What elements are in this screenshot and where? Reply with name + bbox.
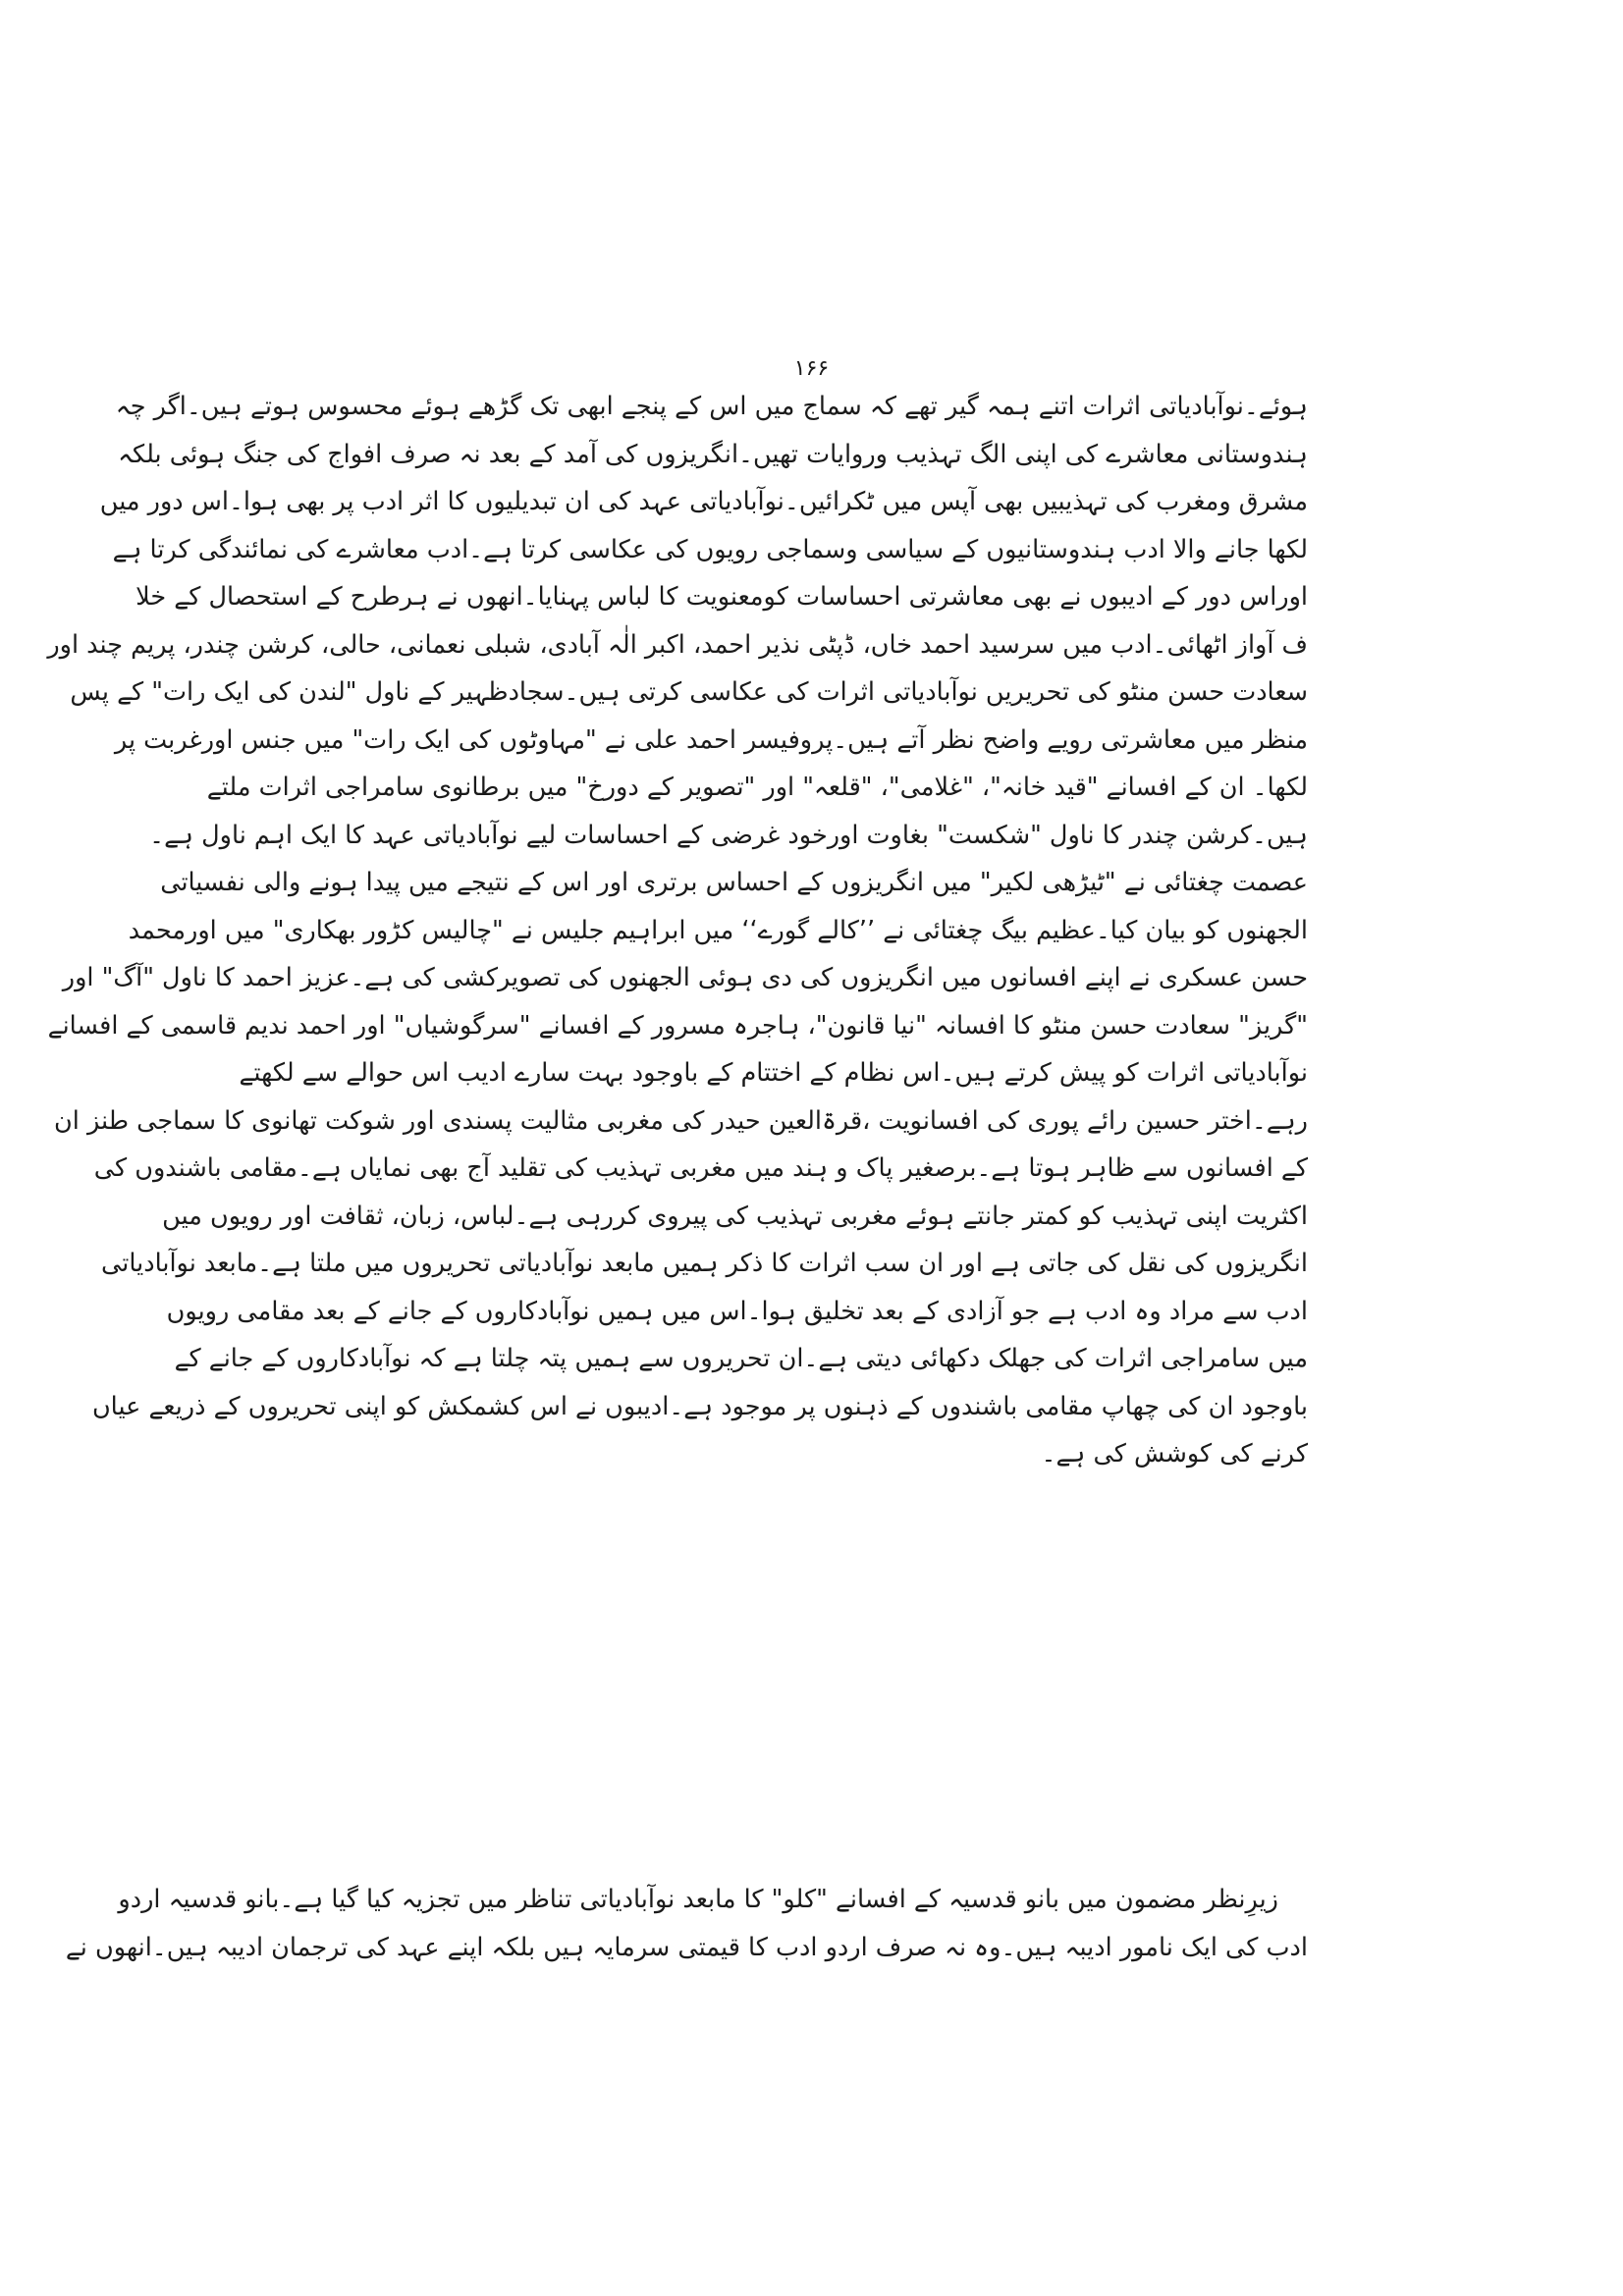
text-line: منظر میں معاشرتی رویے واضح نظر آتے ہیں۔پروفیسر احمد علی نے "مہاوٹوں کی ایک رات" میں جنس اورغربت پر [114,724,1308,755]
text-line: ہندوستانی معاشرے کی اپنی الگ تہذیب وروایات تھیں۔انگریزوں کی آمد کے بعد نہ صرف افواج کی جنگ ہوئی بلکہ [118,439,1308,469]
text-line: لکھا۔ ان کے افسانے "قید خانہ"، "غلامی"، "قلعہ" اور "تصویر کے دورخ" میں برطانوی سامراجی اثرات ملتے [206,773,1308,802]
text-line: ادب سے مراد وہ ادب ہے جو آزادی کے بعد تخلیق ہوا۔اس میں ہمیں نوآبادکاروں کے جانے کے بعد مقامی رویوں [166,1296,1308,1326]
text-line: مشرق ومغرب کی تہذیبیں بھی آپس میں ٹکرائیں۔نوآبادیاتی عہد کی ان تبدیلیوں کا اثر ادب پر بھی ہوا۔اس دور میں [99,487,1308,516]
paragraph-1 [47,383,1308,1478]
text-line: اوراس دور کے ادیبوں نے بھی معاشرتی احساسات کومعنویت کا لباس پہنایا۔انھوں نے ہرطرح کے استحصال کے خلا [135,582,1308,612]
text-line: رہے۔اختر حسین رائے پوری کی افسانویت ،قرۃالعین حیدر کی مغربی مثالیت پسندی اور شوکت تھانوی کا سماجی طنز ان [54,1105,1308,1136]
text-line: میں سامراجی اثرات کی جھلک دکھائی دیتی ہے۔ان تحریروں سے ہمیں پتہ چلتا ہے کہ نوآبادکاروں کے جانے کے [174,1344,1308,1373]
text-line: ہوئے۔نوآبادیاتی اثرات اتنے ہمہ گیر تھے کہ سماج میں اس کے پنجے ابھی تک گڑھے ہوئے محسوس ہوتے ہیں۔اگر چہ [115,392,1308,421]
page-number: ۱۶۶ [793,356,830,381]
text-line: نوآبادیاتی اثرات کو پیش کرتے ہیں۔اس نظام کے اختتام کے باوجود بہت سارے ادیب اس حوالے سے لکھتے [239,1058,1308,1088]
text-line: "گریز" سعادت حسن منٹو کا افسانہ "نیا قانون"، ہاجرہ مسرور کے افسانے "سرگوشیاں" اور احمد ندیم قاسمی کے افسانے [47,1010,1308,1041]
text-line: زیرِنظر مضمون میں بانو قدسیہ کے افسانے "کلو" کا مابعد نوآبادیاتی تناظر میں تجزیہ کیا گیا ہے۔بانو قدسیہ اردو [118,1885,1278,1914]
text-line: کے افسانوں سے ظاہر ہوتا ہے۔برصغیر پاک و ہند میں مغربی تہذیب کی تقلید آج بھی نمایاں ہے۔مقامی باشندوں کی [93,1153,1308,1183]
text-line: ادب کی ایک نامور ادیبہ ہیں۔وہ نہ صرف اردو ادب کا قیمتی سرمایہ ہیں بلکہ اپنے عہد کی ترجمان ادیبہ ہیں۔انھوں نے [65,1932,1308,1962]
text-line: اکثریت اپنی تہذیب کو کمتر جانتے ہوئے مغربی تہذیب کی پیروی کررہی ہے۔لباس، زبان، ثقافت اور رویوں میں [162,1201,1308,1231]
paragraph-2 [65,1876,1308,1971]
text-line: انگریزوں کی نقل کی جاتی ہے اور ان سب اثرات کا ذکر ہمیں مابعد نوآبادیاتی تحریروں میں ملتا ہے۔مابعد نوآبادیاتی [101,1249,1308,1278]
text-line: لکھا جانے والا ادب ہندوستانیوں کے سیاسی وسماجی رویوں کی عکاسی کرتا ہے۔ادب معاشرے کی نمائندگی کرتا ہے [112,534,1308,564]
text-line: الجھنوں کو بیان کیا۔عظیم بیگ چغتائی نے ’’کالے گورے‘‘ میں ابراہیم جلیس نے "چالیس کڑور بھکاری" میں اورمحمد [128,915,1308,945]
text-line: باوجود ان کی چھاپ مقامی باشندوں کے ذہنوں پر موجود ہے۔ادیبوں نے اس کشمکش کو اپنی تحریروں کے ذریعے عیاں [91,1391,1308,1421]
text-line: عصمت چغتائی نے "ٹیڑھی لکیر" میں انگریزوں کے احساس برتری اور اس کے نتیجے میں پیدا ہونے والی نفسیاتی [160,868,1308,897]
text-line: ف آواز اٹھائی۔ادب میں سرسید احمد خاں، ڈپٹی نذیر احمد، اکبر الٰہ آبادی، شبلی نعمانی، حالی، کرشن چندر، پریم چند اور [47,629,1308,660]
text-line: سعادت حسن منٹو کی تحریریں نوآبادیاتی اثرات کی عکاسی کرتی ہیں۔سجادظہیر کے ناول "لندن کی ایک رات" کے پس [70,677,1308,707]
text-line: ہیں۔کرشن چندر کا ناول "شکست" بغاوت اورخود غرضی کے احساسات لیے نوآبادیاتی عہد کا ایک اہم ناول ہے۔ [149,820,1308,850]
text-line: کرنے کی کوشش کی ہے۔ [1041,1439,1308,1468]
text-line: حسن عسکری نے اپنے افسانوں میں انگریزوں کی دی ہوئی الجھنوں کی تصویرکشی کی ہے۔عزیز احمد کا ناول "آگ" اور [62,963,1308,992]
